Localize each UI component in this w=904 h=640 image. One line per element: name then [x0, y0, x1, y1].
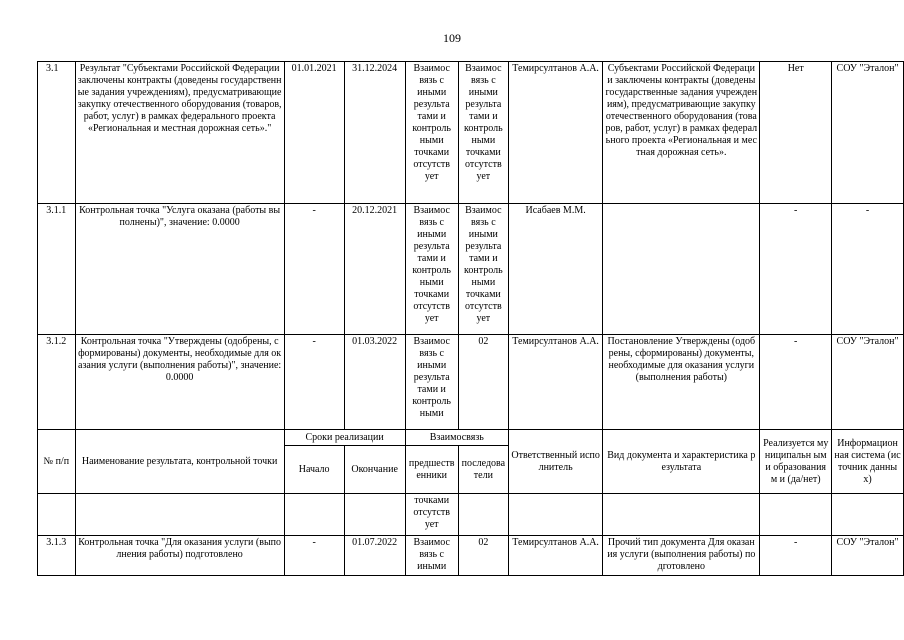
responsible: Темирсултанов А.А. — [508, 536, 602, 576]
start-date: - — [284, 204, 344, 335]
document-description: Прочий тип документа Для оказания услуги (выполнения работы) подготовлено — [603, 536, 760, 576]
row-number: 3.1.3 — [38, 536, 76, 576]
header-name: Наименование результата, контрольной точки — [75, 430, 284, 494]
header-responsible: Ответственный исполнитель — [508, 430, 602, 494]
start-date: - — [284, 536, 344, 576]
responsible: Исабаев М.М. — [508, 204, 602, 335]
successors: Взаимос вязь с иными результа тами и контроль ными точками отсутств ует — [458, 204, 508, 335]
row-number: 3.1.1 — [38, 204, 76, 335]
result-name: Контрольная точка "Для оказания услуги (выполнения работы) подготовлено — [75, 536, 284, 576]
header-end: Окончание — [344, 446, 405, 494]
table-header-row — [38, 430, 904, 446]
result-name: Результат "Субъектами Российской Федерации заключены контракты (доведены государственные задания учреждениям), предусматривающие закупку отечественного оборудования (товаров, работ, услуг) в рамках федерального проекта «Региональная и местная дорожная сеть»." — [75, 62, 284, 204]
end-date: 01.03.2022 — [344, 335, 405, 430]
municipal-flag: - — [760, 335, 832, 430]
predecessors: Взаимос вязь с иными результа тами и контроль ными точками отсутств ует — [405, 204, 458, 335]
header-num: № п/п — [38, 430, 76, 494]
responsible: Темирсултанов А.А. — [508, 62, 602, 204]
municipal-flag: Нет — [760, 62, 832, 204]
row-number: 3.1.2 — [38, 335, 76, 430]
municipal-flag: - — [760, 204, 832, 335]
header-doc-type: Вид документа и характеристика результата — [603, 430, 760, 494]
info-system: СОУ "Эталон" — [832, 536, 904, 576]
successors: 02 — [458, 536, 508, 576]
result-name: Контрольная точка "Утверждены (одобрены, сформированы) документы, необходимые для оказания услуги (выполнения работы)", значение: 0.0000 — [75, 335, 284, 430]
successors: Взаимос вязь с иными результа тами и контроль ными точками отсутств ует — [458, 62, 508, 204]
result-name: Контрольная точка "Услуга оказана (работы выполнены)", значение: 0.0000 — [75, 204, 284, 335]
table-row — [38, 536, 904, 576]
header-municipal: Реализуется муниципальн ыми образованиям и (да/нет) — [760, 430, 832, 494]
header-dates-group: Сроки реализации — [284, 430, 405, 446]
table-row — [38, 204, 904, 335]
predecessors: Взаимос вязь с иными результа тами и контроль ными точками отсутств ует — [405, 62, 458, 204]
successors: 02 — [458, 335, 508, 430]
header-relation-group: Взаимосвязь — [405, 430, 508, 446]
predecessors: Взаимос вязь с иными результа тами и контроль ными — [405, 335, 458, 430]
info-system: СОУ "Эталон" — [832, 335, 904, 430]
document-description: Постановление Утверждены (одобрены, сформированы) документы, необходимые для оказания услуги (выполнения работы) — [603, 335, 760, 430]
start-date: 01.01.2021 — [284, 62, 344, 204]
header-successors: последова тели — [458, 446, 508, 494]
info-system: СОУ "Эталон" — [832, 62, 904, 204]
page-number: 109 — [443, 31, 461, 45]
end-date: 31.12.2024 — [344, 62, 405, 204]
table-row — [38, 62, 904, 204]
header-predecessors: предшеств енники — [405, 446, 458, 494]
table-row — [38, 494, 904, 536]
control-points-table — [37, 61, 904, 576]
responsible: Темирсултанов А.А. — [508, 335, 602, 430]
header-info-system: Информацион ная система (источник данных) — [832, 430, 904, 494]
municipal-flag: - — [760, 536, 832, 576]
document-description — [603, 204, 760, 335]
header-start: Начало — [284, 446, 344, 494]
end-date: 01.07.2022 — [344, 536, 405, 576]
row-number: 3.1 — [38, 62, 76, 204]
predecessors: Взаимос вязь с иными — [405, 536, 458, 576]
start-date: - — [284, 335, 344, 430]
document-description: Субъектами Российской Федерации заключены контракты (доведены государственные задания учреждениям), предусматривающие закупку отечественного оборудования (товаров, работ, услуг) в рамках федерального проекта «Региональная и местная дорожная сеть». — [603, 62, 760, 204]
table-row — [38, 335, 904, 430]
end-date: 20.12.2021 — [344, 204, 405, 335]
predecessors: точками отсутств ует — [405, 494, 458, 536]
info-system: - — [832, 204, 904, 335]
